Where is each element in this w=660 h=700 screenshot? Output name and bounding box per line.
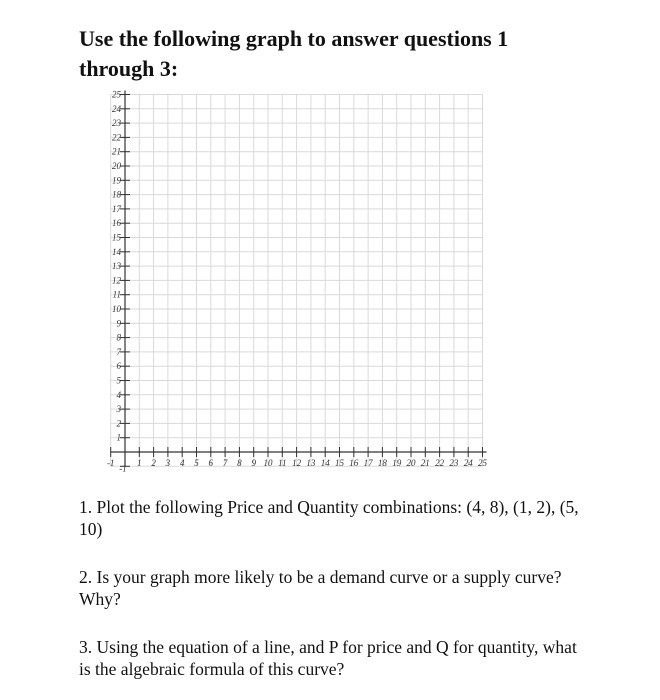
grid-lines [111,95,483,467]
x-tick-label: 1 [137,458,142,468]
x-tick-label: 18 [377,458,387,468]
tick-marks [111,95,483,467]
y-tick-label: 6 [116,361,121,372]
y-tick-label: 23 [112,118,121,129]
y-tick-label: 9 [116,318,121,329]
y-tick-label: 5 [116,375,121,386]
y-tick-label: 17 [112,203,121,214]
x-tick-label: 8 [237,458,242,468]
y-tick-label: 12 [112,275,121,286]
x-tick-label: 13 [306,458,316,468]
x-tick-label: 5 [194,458,199,468]
x-tick-label: 15 [335,458,344,468]
question-1: 1. Plot the following Price and Quantity combinations: (4, 8), (1, 2), (5, 10) [79,497,579,539]
x-tick-label: 6 [208,458,214,468]
x-tick-label: 9 [251,458,256,468]
x-tick-label: 16 [349,458,359,468]
question-3: 3. Using the equation of a line, and P for price and Q for quantity, what is the algebraic formula of this curve? [79,637,577,679]
page-heading: Use the following graph to answer questions 1 through 3: [79,26,509,81]
x-tick-label: 10 [263,458,273,468]
y-tick-label: 22 [112,132,121,143]
y-tick-label: 20 [112,161,121,171]
x-tick-label: 2 [151,458,156,468]
y-tick-label: 16 [112,218,121,229]
x-tick-label: 14 [320,458,330,468]
x-tick-label: 19 [392,458,402,468]
y-tick-label: 8 [116,332,121,343]
x-tick-label: 21 [420,458,430,468]
x-tick-label: 3 [165,458,171,468]
tick-labels [107,90,488,474]
y-tick-label: 15 [112,232,121,243]
x-tick-label: 23 [449,458,459,468]
y-tick-label: 11 [112,289,121,300]
x-tick-label: 12 [292,458,302,468]
y-tick-label: 7 [116,346,121,357]
x-tick-label: 25 [478,458,487,468]
x-tick-label: 22 [435,458,445,468]
y-tick-label: 2 [116,418,121,429]
y-tick-label: 19 [112,175,121,186]
x-tick-label: 17 [363,458,373,468]
x-tick-label: 11 [278,458,287,468]
x-tick-label: 20 [406,458,416,468]
y-tick-label: -1 [119,463,127,474]
y-tick-label: 18 [112,189,121,200]
x-tick-label: 24 [463,458,473,468]
y-tick-label: 3 [116,404,121,415]
y-tick-label: 13 [112,261,121,272]
x-tick-label: 7 [222,458,228,468]
x-tick-label: 4 [179,458,185,468]
y-tick-label: 4 [116,389,121,400]
y-tick-label: 25 [112,89,121,100]
axes [111,91,487,467]
question-2: 2. Is your graph more likely to be a demand curve or a supply curve? Why? [79,567,562,609]
y-tick-label: 10 [112,304,121,314]
y-tick-label: 14 [112,246,121,257]
y-tick-label: 24 [112,103,121,114]
x-tick-label: -1 [106,458,115,468]
y-tick-label: 1 [116,432,121,443]
y-tick-label: 21 [112,146,121,157]
